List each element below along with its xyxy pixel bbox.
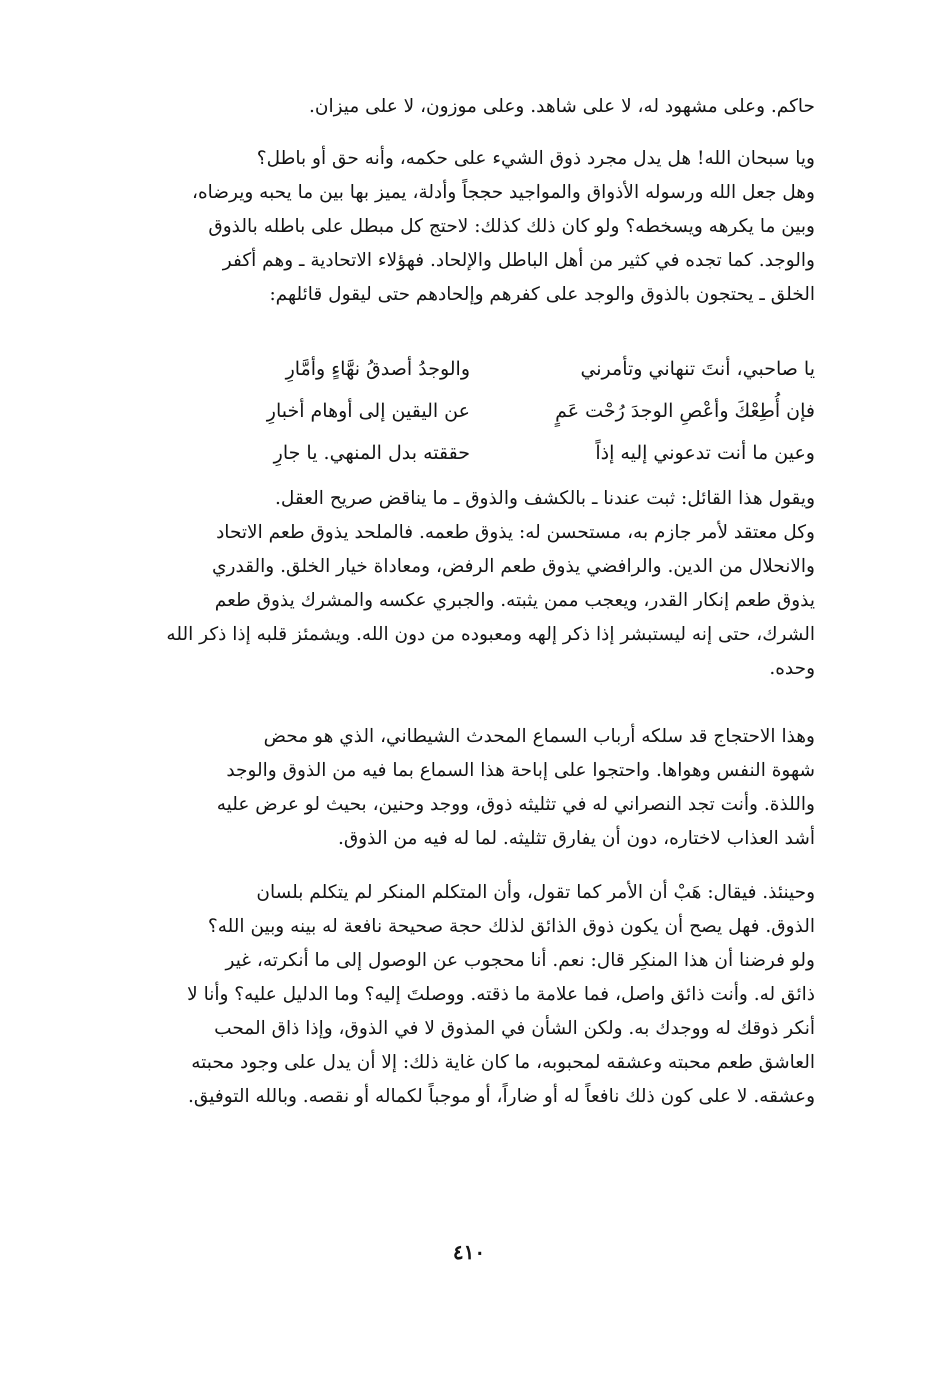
text-line: أنكر ذوقك له ووجدك به. ولكن الشأن في المذوق لا في الذوق، وإذا ذاق المحب: [214, 1018, 815, 1039]
text-line: الذوق. فهل يصح أن يكون ذوق الذائق لذلك حجة صحيحة نافعة له بينه وبين الله؟: [207, 916, 815, 937]
text-line: والوجد. كما تجده في كثير من أهل الباطل والإلحاد. فهؤلاء الاتحادية ـ وهم أكفر: [222, 250, 815, 271]
text-line: يذوق طعم إنكار القدر، ويعجب ممن يثبته. والجبري عكسه والمشرك يذوق طعم: [214, 590, 815, 611]
poem-verse: [70, 390, 815, 432]
text-line: وكل معتقد لأمر جازم به، مستحسن له: يذوق طعمه. فالملحد يذوق طعم الاتحاد: [216, 522, 815, 543]
text-line: ذائق له. وأنت ذائق واصل، فما علامة ما ذقته. ووصلتَ إليه؟ وما الدليل عليه؟ وأنا لا: [187, 984, 815, 1005]
poem: [70, 348, 815, 474]
paragraph-2: [70, 142, 815, 312]
text-line: وعشقه. لا على كون ذلك نافعاً له أو ضاراً، أو موجباً لكماله أو نقصه. وبالله التوفيق.: [187, 1086, 815, 1107]
verse-first-hemistich: يا صاحبي، أنتَ تنهاني وتأمرني: [580, 358, 815, 380]
page-number: ٤١٠: [452, 1240, 486, 1264]
verse-first-hemistich: فإن أُطِعْكَ وأعْصِ الوجدَ رُحْت عَمٍ: [555, 400, 815, 422]
poem-verse: [70, 348, 815, 390]
text-line: أشد العذاب لاختاره، دون أن يفارق تثليثه. لما له فيه من الذوق.: [337, 828, 815, 849]
text-line: ويقول هذا القائل: ثبت عندنا ـ بالكشف والذوق ـ ما يناقض صريح العقل.: [274, 488, 815, 509]
text-line: الخلق ـ يحتجون بالذوق والوجد على كفرهم وإلحادهم حتى ليقول قائلهم:: [269, 284, 815, 305]
text-line: ويا سبحان الله! هل يدل مجرد ذوق الشيء على حكمه، وأنه حق أو باطل؟: [256, 148, 815, 169]
text-line: واللذة. وأنت تجد النصراني له في تثليثه ذوق، ووجد وحنين، بحيث لو عرض عليه: [216, 794, 815, 815]
paragraph-1: [70, 90, 815, 124]
poem-verse: [70, 432, 815, 474]
text-line: العاشق طعم محبته وعشقه لمحبوبه، ما كان غاية ذلك: إلا أن يدل على وجود محبته: [191, 1052, 815, 1073]
text-line: والانحلال من الدين. والرافضي يذوق طعم الرفض، ومعاداة خيار الخلق. والقدري: [212, 556, 815, 577]
paragraph-4: [70, 720, 815, 856]
verse-first-hemistich: وعين ما أنت تدعوني إليه إذاً: [595, 442, 815, 464]
text-line: وهل جعل الله ورسوله الأذواق والمواجيد حججاً وأدلة، يميز بها بين ما يحبه ويرضاه،: [191, 182, 815, 203]
paragraph-3: [70, 482, 815, 686]
paragraph-5: [70, 876, 815, 1114]
verse-second-hemistich: والوجدُ أصدقُ نهَّاءٍ وأمَّارِ: [285, 358, 470, 380]
verse-second-hemistich: عن اليقين إلى أوهام أخبارِ: [266, 400, 470, 422]
text-line: وهذا الاحتجاج قد سلكه أرباب السماع المحدث الشيطاني، الذي هو محض: [263, 726, 815, 747]
text-line: وحده.: [769, 658, 815, 679]
text-line: وحينئذ. فيقال: هَبْ أن الأمر كما تقول، وأن المتكلم المنكر لم يتكلم بلسان: [256, 882, 815, 903]
text-line: شهوة النفس وهواها. واحتجوا على إباحة هذا السماع بما فيه من الذوق والوجد: [226, 760, 815, 781]
text-line: الشرك، حتى إنه ليستبشر إذا ذكر إلهه ومعبوده من دون الله. ويشمئز قلبه إذا ذكر الله: [166, 624, 815, 645]
text-line: حاكم. وعلى مشهود له، لا على شاهد. وعلى موزون، لا على ميزان.: [308, 96, 815, 117]
verse-second-hemistich: حققته بدل المنهي. يا جارِ: [273, 442, 470, 464]
text-line: ولو فرضنا أن هذا المنكِر قال: نعم. أنا محجوب عن الوصول إلى ما أنكرته، غير: [225, 950, 815, 971]
text-line: وبين ما يكرهه ويسخطه؟ ولو كان ذلك كذلك: لاحتج كل مبطل على باطله بالذوق: [208, 216, 815, 237]
